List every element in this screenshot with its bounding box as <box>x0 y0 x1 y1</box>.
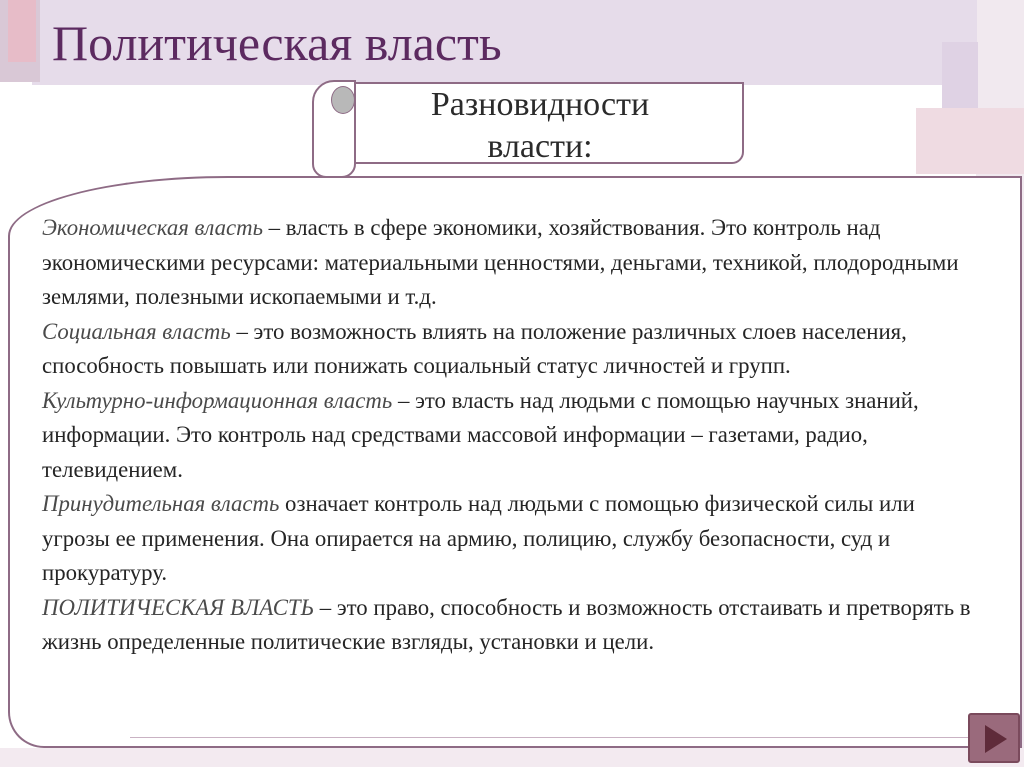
decor-square-pink <box>8 0 36 62</box>
scroll-knob-icon <box>331 86 355 114</box>
paragraph-social <box>42 315 972 384</box>
term-coercive: Принудительная власть <box>42 491 280 516</box>
definition-economic: – власть в сфере экономики, хозяйствования. Это контроль над экономическими ресурсами: материальными ценностями, деньгами, техникой, плодородными землями, полезными ископаемыми и т.д. <box>42 215 959 309</box>
play-triangle-icon <box>985 725 1007 753</box>
definition-social: – это возможность влиять на положение различных слоев населения, способность повышать или понижать социальный статус личностей и групп. <box>42 318 907 378</box>
paragraph-cultural <box>42 384 972 488</box>
paragraph-economic <box>42 211 972 315</box>
page-title: Политическая власть <box>52 15 502 71</box>
subtitle: Разновидности власти: <box>430 86 650 165</box>
paragraph-coercive <box>42 487 972 591</box>
decor-square-pink-right <box>916 108 1024 174</box>
term-economic: Экономическая власть <box>42 215 263 240</box>
definition-coercive: означает контроль над людьми с помощью физической силы или угрозы ее применения. Она опирается на армию, полицию, службу безопасности, суд и прокуратуру. <box>42 491 915 585</box>
term-social: Социальная власть <box>42 318 231 344</box>
paragraph-political <box>42 591 972 660</box>
next-slide-button[interactable] <box>968 713 1020 763</box>
body-text <box>42 211 972 660</box>
decor-bottom-strip <box>0 748 1024 767</box>
term-cultural: Культурно-информационная власть <box>42 387 393 413</box>
term-political: ПОЛИТИЧЕСКАЯ ВЛАСТЬ <box>42 594 315 620</box>
definition-political: – это право, способность и возможность отстаивать и претворять в жизнь определенные политические взгляды, установки и цели. <box>42 594 971 654</box>
definition-cultural: – это власть над людьми с помощью научных знаний, информации. Это контроль над средствами массовой информации – газетами, радио, телевидением. <box>42 387 919 482</box>
